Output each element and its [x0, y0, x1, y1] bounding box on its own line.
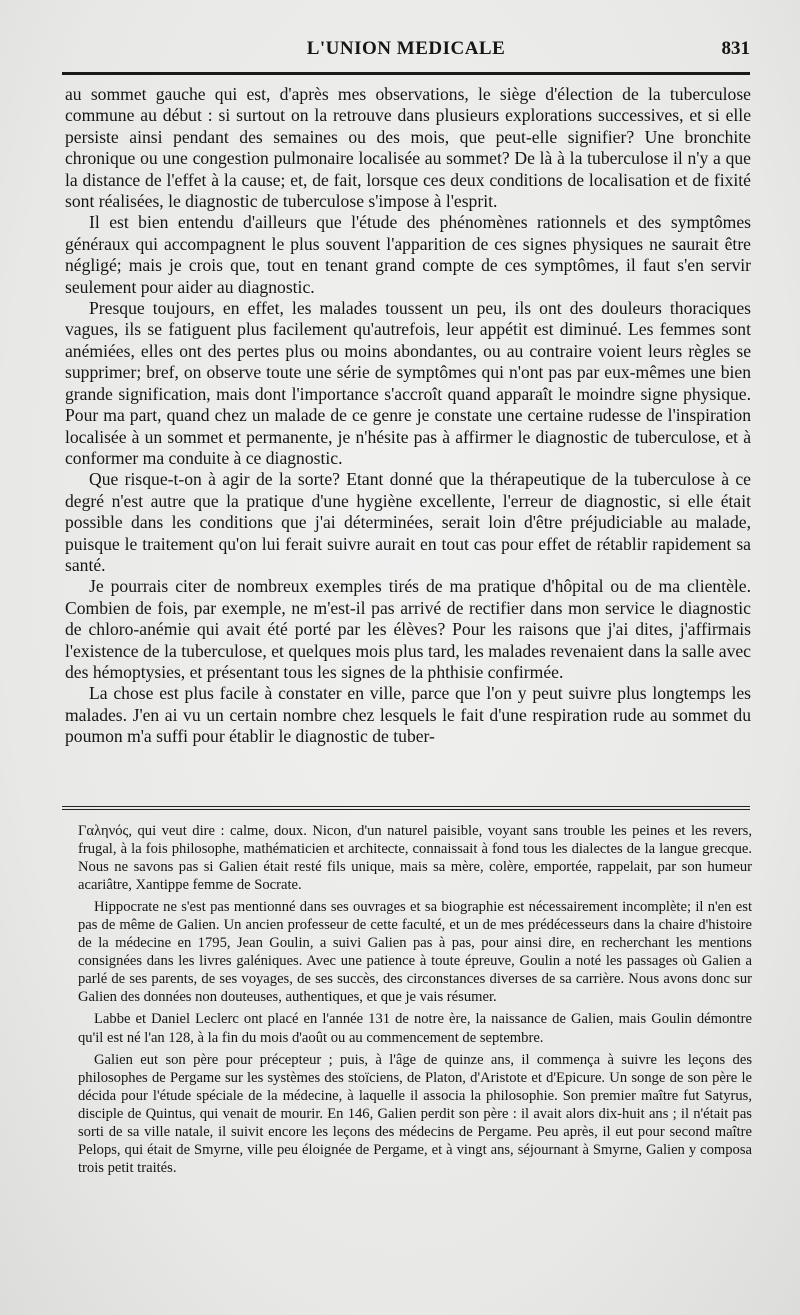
footnotes	[78, 822, 752, 1181]
header-rule	[62, 72, 750, 75]
footnote-paragraph-1: Γαληνός, qui veut dire : calme, doux. Nicon, d'un naturel paisible, voyant sans trouble les peines et les revers, frugal, à la fois philosophe, mathématicien et architecte, connaissait à fond tous les dialectes de la langue grecque. Nous ne savons pas si Galien était resté fils unique, mais sa mère, colère, emportée, rappelait, par son humeur acariâtre, Xantippe femme de Socrate.	[78, 823, 752, 894]
main-paragraph-2: Il est bien entendu d'ailleurs que l'étude des phénomènes rationnels et des symptômes généraux qui accompagnent le plus souvent l'apparition de ces signes physiques ne saurait être négligé; mais je crois que, tout en tenant grand compte de ces symptômes, il faut s'en servir seulement pour aider au diagnostic.	[65, 212, 751, 297]
main-paragraph-5: Je pourrais citer de nombreux exemples tirés de ma pratique d'hôpital ou de ma clientèle. Combien de fois, par exemple, ne m'est-il pas arrivé de rectifier dans mon service le diagnostic de chloro-anémie qui avait été porté par les élèves? Pour les raisons que j'ai dites, j'affirmais l'existence de la tuberculose, et quelques mois plus tard, les malades revenaient dans la salle avec des hémoptysies, et présentant tous les signes de la phthisie confirmée.	[65, 576, 751, 682]
footnote-paragraph-2: Hippocrate ne s'est pas mentionné dans ses ouvrages et sa biographie est nécessairement incomplète; il n'en est pas de même de Galien. Un ancien professeur de cette faculté, et un de mes prédécesseurs dans la chaire d'histoire de la médecine en 1795, Jean Goulin, a suivi Galien pas à pas, pour ainsi dire, en recherchant les mentions consignées dans les livres galéniques. Avec une patience à toute épreuve, Goulin a noté les passages où Galien a parlé de ses parents, de ses voyages, de ses succès, des circonstances diverses de sa carrière. Nous avons donc sur Galien des données non douteuses, authentiques, et que je vais résumer.	[78, 899, 752, 1006]
main-paragraph-1: au sommet gauche qui est, d'après mes observations, le siège d'élection de la tuberculose commune au début : si surtout on la retrouve dans plusieurs explorations successives, et si elle persiste ainsi pendant des semaines ou des mois, que peut-elle signifier? Une bronchite chronique ou une congestion pulmonaire localisée au sommet? De là à la tuberculose il n'y a que la distance de l'effet à la cause; et, de fait, lorsque ces deux conditions de localisation et de fixité sont réalisées, le diagnostic de tuberculose s'impose à l'esprit.	[65, 84, 751, 212]
journal-title: L'UNION MEDICALE	[306, 38, 506, 59]
footnote-separator	[62, 806, 750, 810]
main-paragraph-3: Presque toujours, en effet, les malades toussent un peu, ils ont des douleurs thoraciques vagues, ils se fatiguent plus facilement qu'autrefois, leur appétit est diminué. Les femmes sont anémiées, elles ont des pertes plus ou moins abondantes, ou au contraire voient leurs règles se supprimer; bref, on observe toute une série de symptômes qui n'ont pas par eux-mêmes une bien grande signification, mais dont l'importance s'accroît quand apparaît le moindre signe physique. Pour ma part, quand chez un malade de ce genre je constate une certaine rudesse de l'inspiration localisée à un sommet et permanente, je n'hésite pas à affirmer le diagnostic de tuberculose, et à conformer ma conduite à ce diagnostic.	[65, 298, 751, 468]
footnote-paragraph-3: Labbe et Daniel Leclerc ont placé en l'année 131 de notre ère, la naissance de Galien, mais Goulin démontre qu'il est né l'an 128, à la fin du mois d'août ou au commencement de septembre.	[78, 1011, 752, 1046]
running-header	[62, 36, 750, 66]
footnote-paragraph-4: Galien eut son père pour précepteur ; puis, à l'âge de quinze ans, il commença à suivre les leçons des philosophes de Pergame sur les systèmes des stoïciens, de Platon, d'Aristote et d'Epicure. Un songe de son père le décida pour l'étude spéciale de la médecine, à laquelle il associa la philosophie. Son premier maître fut Satyrus, disciple de Quintus, qui venait de mourir. En 146, Galien perdit son père : il avait alors dix-huit ans ; il n'était pas sorti de sa ville natale, il suivit encore les leçons des médecins de Pergame. Peu après, il eut pour second maître Pelops, qui était de Smyrne, ville peu éloignée de Pergame, et à vingt ans, séjournant à Smyrne, Galien y composa trois petit traités.	[78, 1051, 752, 1176]
main-text	[65, 84, 751, 748]
main-paragraph-4: Que risque-t-on à agir de la sorte? Etant donné que la thérapeutique de la tuberculose à ce degré n'est autre que la pratique d'une hygiène excellente, l'erreur de diagnostic, si elle était possible dans les conditions que j'ai déterminées, serait loin d'être préjudiciable au malade, puisque le traitement qu'on lui ferait suivre aurait en tout cas pour effet de rétablir rapidement sa santé.	[65, 469, 751, 575]
main-paragraph-6: La chose est plus facile à constater en ville, parce que l'on y peut suivre plus longtemps les malades. J'en ai vu un certain nombre chez lesquels le fait d'une respiration rude au sommet du poumon m'a suffi pour établir le diagnostic de tuber-	[65, 683, 751, 747]
page-number: 831	[721, 38, 750, 59]
